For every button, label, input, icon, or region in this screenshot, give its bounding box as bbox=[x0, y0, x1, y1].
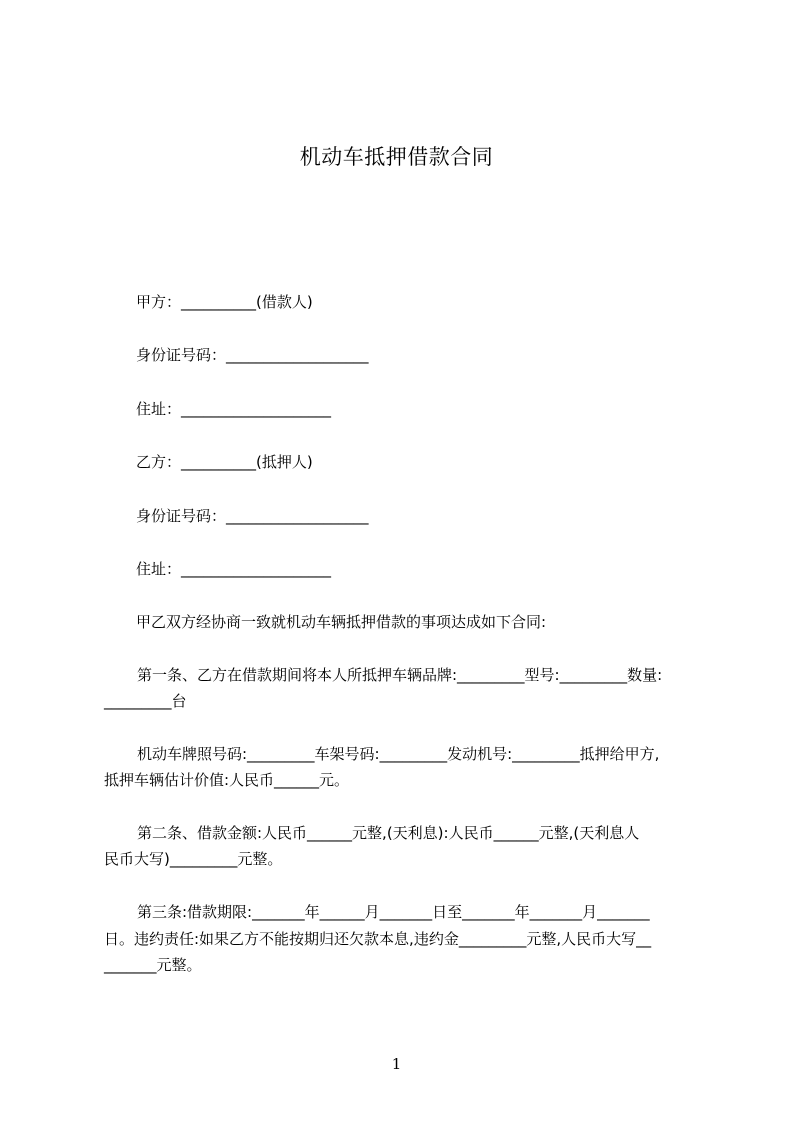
article-2-line-2: 民币大写)_________元整。 bbox=[104, 850, 283, 868]
article-1-line-2: _________台 bbox=[104, 692, 187, 710]
party-a-line: 甲方：__________(借款人) bbox=[136, 293, 313, 311]
party-b-address-line: 住址：____________________ bbox=[136, 560, 332, 578]
document-title: 机动车抵押借款合同 bbox=[299, 145, 494, 169]
page-number: 1 bbox=[391, 1055, 402, 1073]
article-3-line-3: _______元整。 bbox=[104, 956, 202, 974]
vehicle-line-1: 机动车牌照号码:_________车架号码:_________发动机号:_________抵押给甲方, bbox=[137, 745, 660, 763]
preamble-paragraph: 甲乙双方经协商一致就机动车辆抵押借款的事项达成如下合同: bbox=[136, 613, 547, 631]
party-b-id-line: 身份证号码：___________________ bbox=[136, 507, 369, 525]
article-1-line-1: 第一条、乙方在借款期间将本人所抵押车辆品牌:_________型号:_________数量: bbox=[137, 666, 663, 684]
article-3-line-2: 日。违约责任:如果乙方不能按期归还欠款本息,违约金_________元整,人民币大写__ bbox=[104, 930, 652, 948]
party-b-line: 乙方：__________(抵押人) bbox=[136, 453, 313, 471]
vehicle-line-2: 抵押车辆估计价值:人民币______元。 bbox=[104, 771, 350, 789]
article-2-line-1: 第二条、借款金额:人民币______元整,(天利息):人民币______元整,(天利息人 bbox=[137, 824, 640, 842]
article-3-line-1: 第三条:借款期限:_______年______月_______日至_______年_______月_______ bbox=[137, 903, 650, 921]
party-a-address-line: 住址：____________________ bbox=[136, 400, 332, 418]
party-a-id-line: 身份证号码：___________________ bbox=[136, 346, 369, 364]
